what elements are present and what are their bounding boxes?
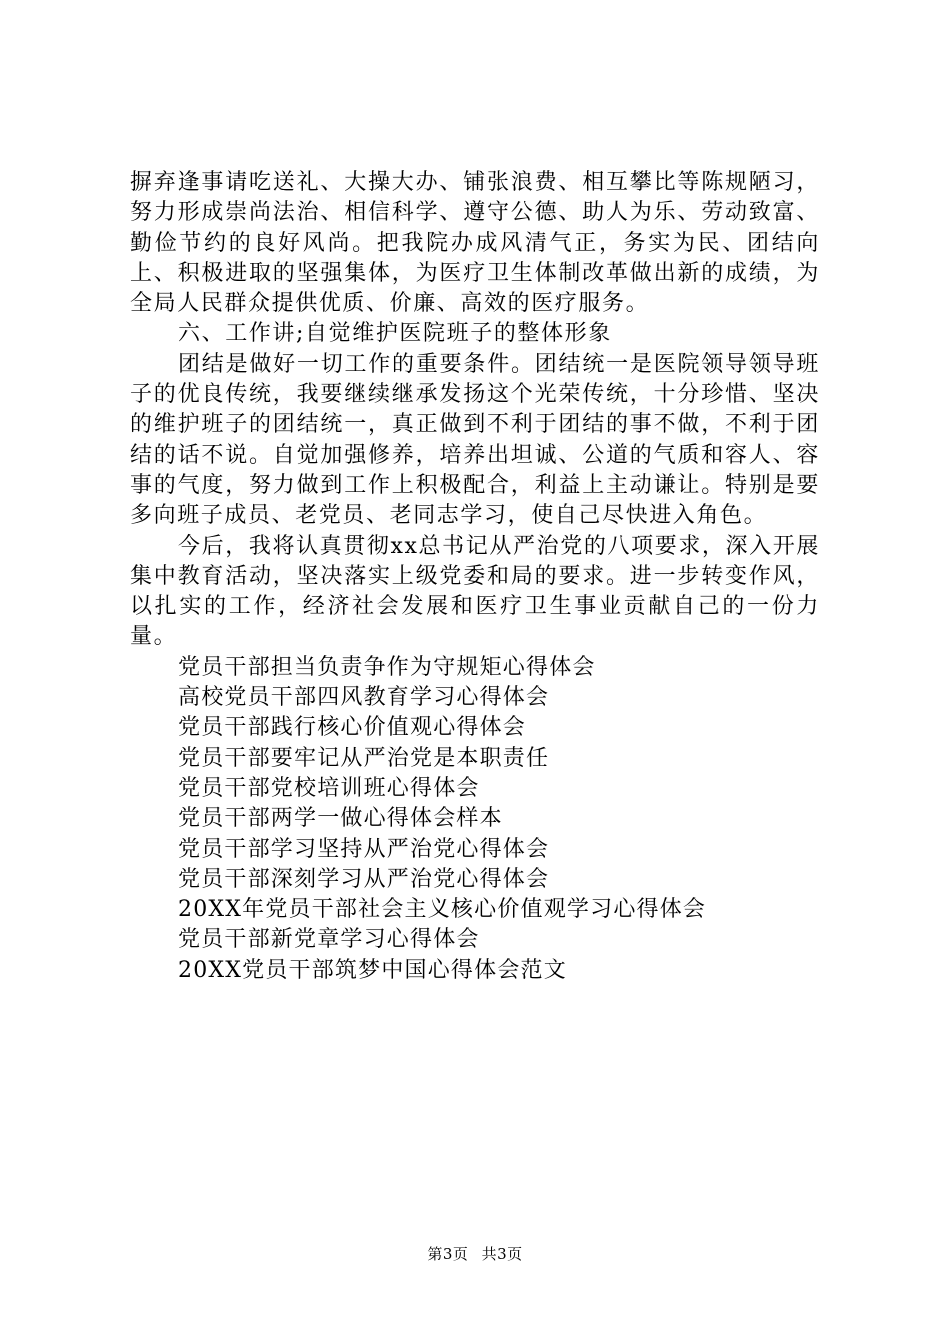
paragraph-unity: 团结是做好一切工作的重要条件。团结统一是医院领导领导班子的优良传统，我要继续继承发扬这个光荣传统，十分珍惜、坚决的维护班子的团结统一，真正做到不利于团结的事不做，不利于团结的话不说。自觉加强修养，培养出坦诚、公道的气质和容人、容事的气度，努力做到工作上积极配合，利益上主动谦让。特别是要多向班子成员、老党员、老同志学习，使自己尽快进入角色。 — [130, 351, 820, 529]
paragraph-conclusion: 今后，我将认真贯彻xx总书记从严治党的八项要求，深入开展集中教育活动，坚决落实上级党委和局的要求。进一步转变作风，以扎实的工作，经济社会发展和医疗卫生事业贡献自己的一份力量。 — [130, 533, 820, 650]
page-number: 第3页 — [427, 1245, 469, 1263]
document-body — [130, 168, 820, 986]
related-title[interactable]: 20XX党员干部筑梦中国心得体会范文 — [178, 957, 567, 983]
related-title[interactable]: 党员干部学习坚持从严治党心得体会 — [178, 836, 550, 862]
related-title[interactable]: 党员干部要牢记从严治党是本职责任 — [178, 745, 550, 771]
section-heading: 六、工作讲;自觉维护医院班子的整体形象 — [178, 321, 612, 347]
related-title[interactable]: 高校党员干部四风教育学习心得体会 — [178, 685, 550, 711]
page-total: 共3页 — [481, 1245, 523, 1263]
related-title[interactable]: 党员干部担当负责争作为守规矩心得体会 — [178, 654, 596, 680]
related-title[interactable]: 党员干部践行核心价值观心得体会 — [178, 715, 527, 741]
related-titles-list — [130, 653, 820, 986]
related-title[interactable]: 党员干部新党章学习心得体会 — [178, 927, 480, 953]
related-title[interactable]: 党员干部党校培训班心得体会 — [178, 775, 480, 801]
related-title[interactable]: 党员干部两学一做心得体会样本 — [178, 806, 503, 832]
related-title[interactable]: 20XX年党员干部社会主义核心价值观学习心得体会 — [178, 897, 707, 923]
related-title[interactable]: 党员干部深刻学习从严治党心得体会 — [178, 866, 550, 892]
page-footer — [0, 1244, 950, 1264]
paragraph-continuation: 摒弃逢事请吃送礼、大操大办、铺张浪费、相互攀比等陈规陋习，努力形成崇尚法治、相信科学、遵守公德、助人为乐、劳动致富、勤俭节约的良好风尚。把我院办成风清气正，务实为民、团结向上、积极进取的坚强集体，为医疗卫生体制改革做出新的成绩，为全局人民群众提供优质、价廉、高效的医疗服务。 — [130, 170, 820, 317]
